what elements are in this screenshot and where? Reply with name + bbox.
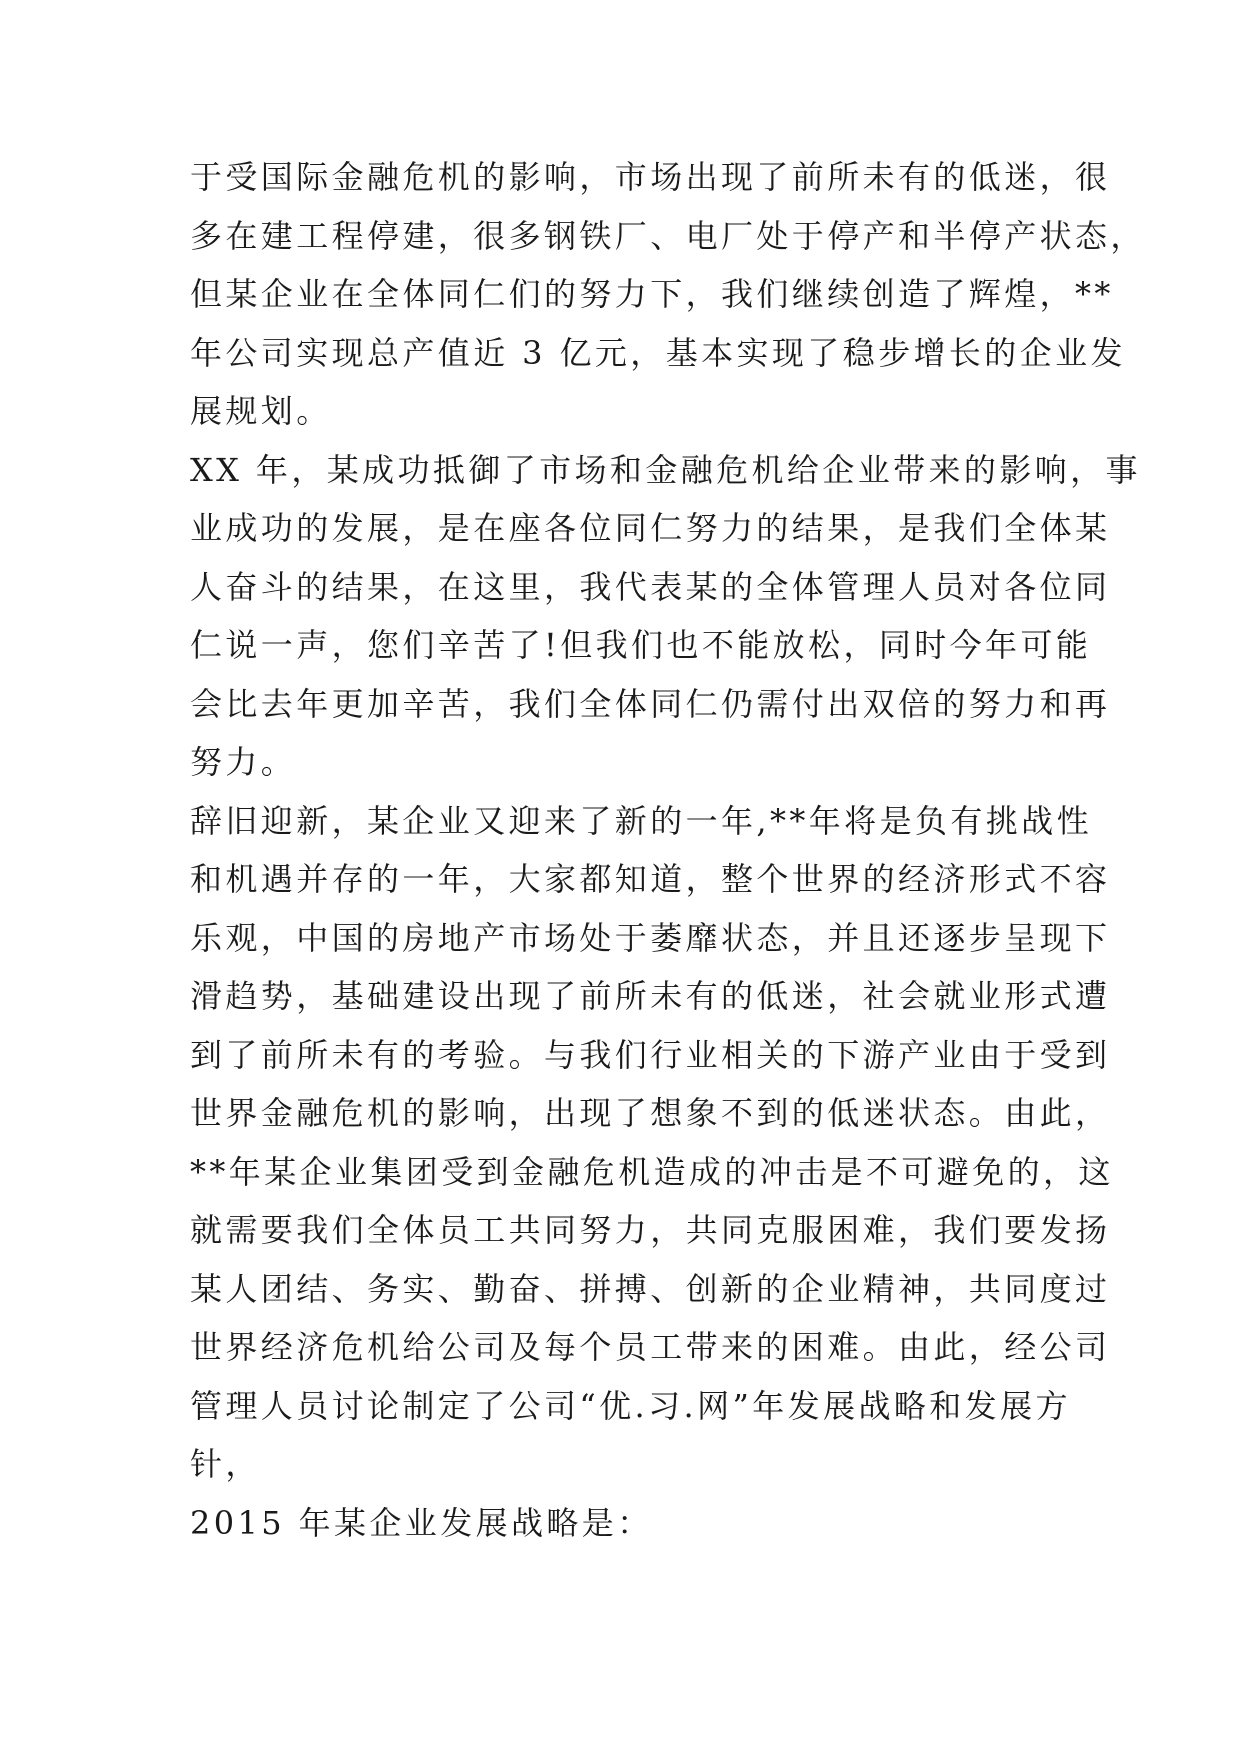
text-line: 展规划。: [190, 392, 332, 430]
text-line: 和机遇并存的一年，大家都知道，整个世界的经济形式不容: [190, 860, 1111, 898]
text-line: 多在建工程停建，很多钢铁厂、电厂处于停产和半停产状态，: [190, 216, 1146, 255]
text-line: 到了前所未有的考验。与我们行业相关的下游产业由于受到: [190, 1035, 1111, 1074]
text-line: 某人团结、务实、勤奋、拼搏、创新的企业精神，共同度过: [190, 1269, 1111, 1308]
text-line: 辞旧迎新，某企业又迎来了新的一年,**年将是负有挑战性: [190, 801, 1092, 840]
document-body: [190, 148, 1146, 1552]
text-line: 但某企业在全体同仁们的努力下，我们继续创造了辉煌，**: [190, 275, 1114, 313]
text-line: 针，: [190, 1445, 261, 1483]
text-line: 滑趋势，基础建设出现了前所未有的低迷，社会就业形式遭: [190, 977, 1111, 1015]
text-line: 世界经济危机给公司及每个员工带来的困难。由此，经公司: [190, 1328, 1111, 1366]
text-line: **年某企业集团受到金融危机造成的冲击是不可避免的，这: [190, 1152, 1114, 1191]
text-line: 就需要我们全体员工共同努力，共同克服困难，我们要发扬: [190, 1211, 1111, 1249]
text-line: 人奋斗的结果，在这里，我代表某的全体管理人员对各位同: [190, 567, 1111, 606]
text-line: XX 年，某成功抵御了市场和金融危机给企业带来的影响，事: [190, 450, 1141, 489]
text-line: 世界金融危机的影响，出现了想象不到的低迷状态。由此，: [190, 1094, 1111, 1132]
text-line: 会比去年更加辛苦，我们全体同仁仍需付出双倍的努力和再: [190, 684, 1111, 723]
text-line: 年公司实现总产值近 3 亿元，基本实现了稳步增长的企业发: [190, 333, 1126, 372]
text-line: 努力。: [190, 743, 297, 781]
text-line: 乐观，中国的房地产市场处于萎靡状态，并且还逐步呈现下: [190, 918, 1111, 957]
text-line: 于受国际金融危机的影响，市场出现了前所未有的低迷，很: [190, 158, 1111, 196]
text-line: 2015 年某企业发展战略是：: [190, 1503, 653, 1542]
text-line: 管理人员讨论制定了公司“优.习.网”年发展战略和发展方: [190, 1386, 1071, 1425]
text-line: 业成功的发展，是在座各位同仁努力的结果，是我们全体某: [190, 509, 1111, 547]
text-line: 仁说一声，您们辛苦了!但我们也不能放松，同时今年可能: [190, 626, 1092, 664]
